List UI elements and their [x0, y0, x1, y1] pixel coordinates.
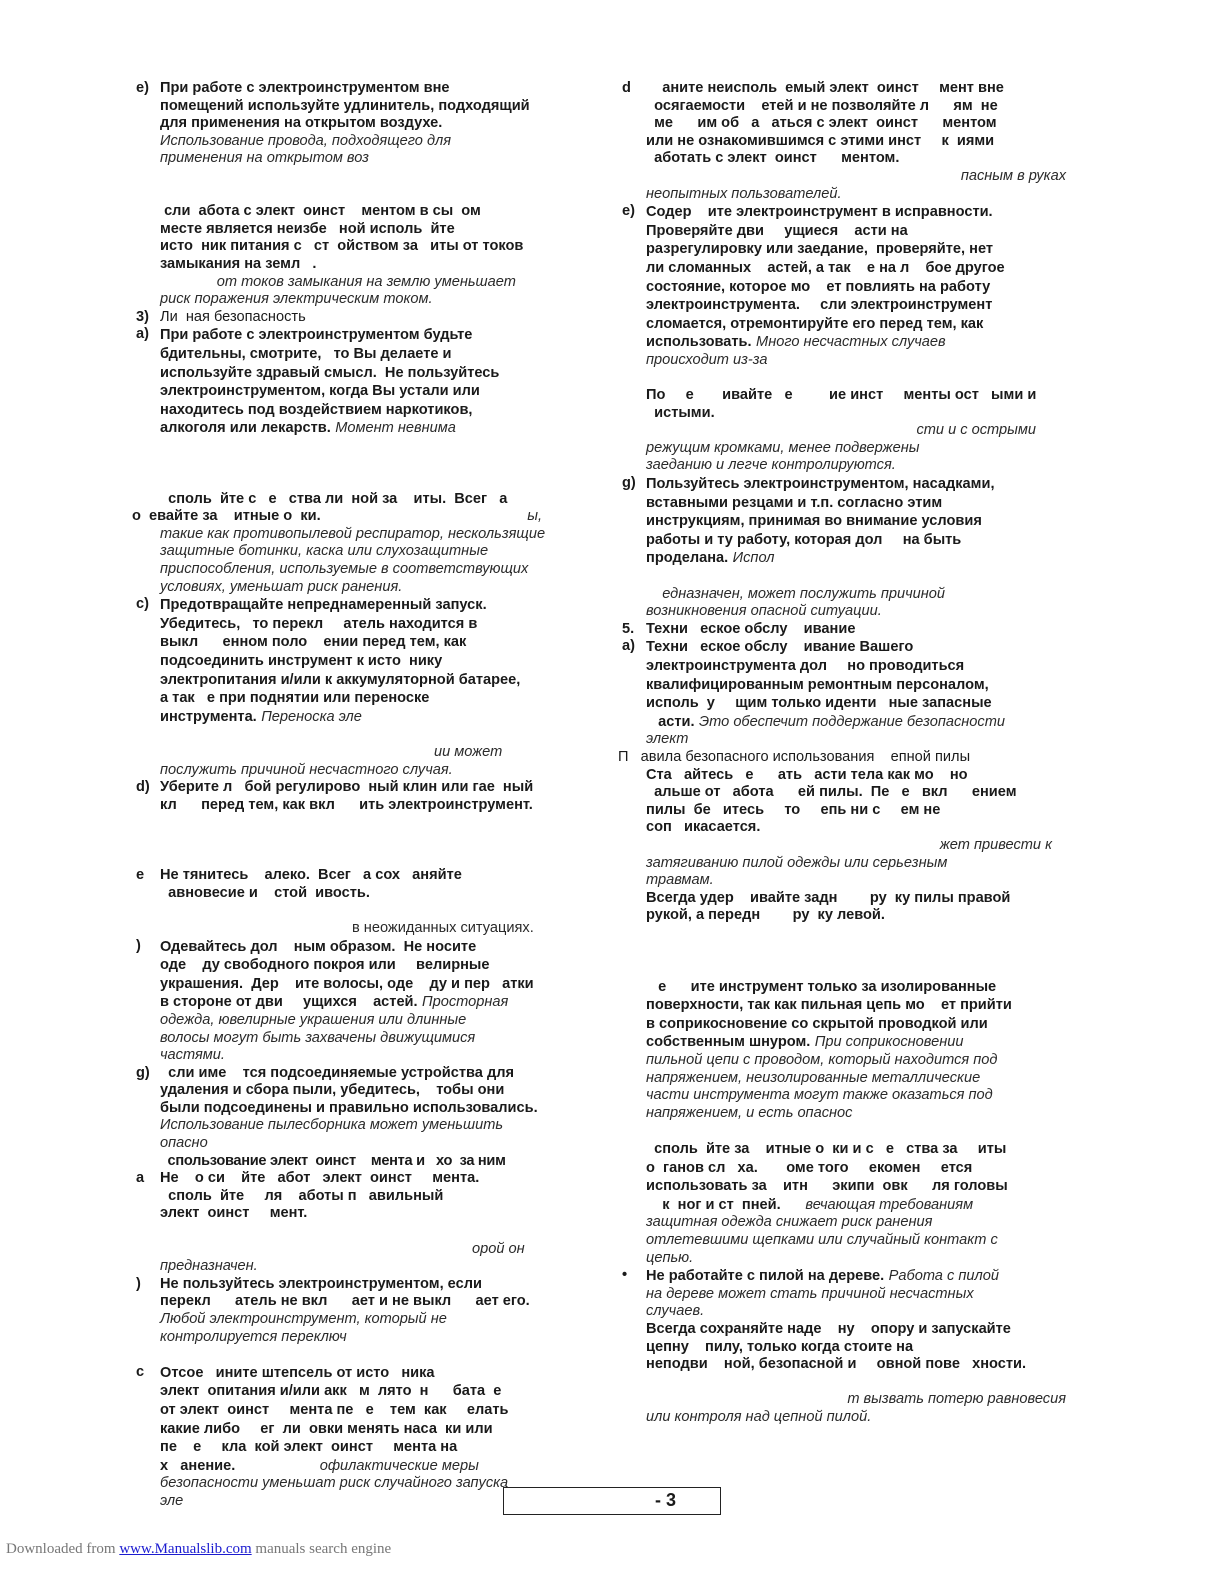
explanation-italic: на дереве может стать причиной несчастных случаев.: [646, 1285, 974, 1320]
explanation-italic: режущим кромками, менее подвержены заеданию и легче контролируются.: [646, 439, 920, 474]
section-heading: П авила безопасного использования епной пилы: [618, 748, 971, 765]
section-heading: спользование элект оинст мента и хо за ним: [160, 1152, 506, 1169]
instruction-bold: Отсое ините штепсель от исто ника элект опитания и/или акк м лято н бата е от элект оинст мента пе е тем как елать какие либо ег ли овки менять наса ки или пе е кла кой элект оинст мента на х анение.: [160, 1364, 509, 1474]
download-footer: [6, 1541, 391, 1558]
instruction-bold: Не о си йте абот элект оинст мента. споль йте ля аботы п авильный элект оинст мент.: [160, 1170, 480, 1222]
instruction-bold: Ста айтесь е ать асти тела как мо но альше от абота ей пилы. Пе е вкл ением пилы бе итесь то епь ни с ем не соп икасается.: [646, 766, 1017, 836]
item-label: c): [136, 596, 149, 613]
explanation-italic: орой он: [472, 1240, 525, 1257]
explanation-italic: затягиванию пилой одежды или серьезным травмам.: [646, 854, 948, 889]
section-3-title: [132, 309, 594, 327]
explanation-italic: Любой электроинструмент, который не контролируется переключ: [160, 1311, 447, 1345]
instruction-bold: По е ивайте е ие инст менты ост ыми и истыми.: [646, 387, 1037, 421]
item-keep-body-away: [618, 767, 1080, 890]
explanation-italic: пильной цепи с проводом, который находится под напряжением, неизолированные металлические части инструмента могут также оказаться под напряжением, и есть опаснос: [646, 1052, 998, 1121]
item-use-per-instructions: [618, 475, 1080, 621]
explanation-italic-inline: Просторная: [422, 994, 509, 1011]
chainsaw-safety-title: [618, 749, 1080, 767]
instruction-bold: Техни еское обслу ивание Вашего электроинструмента дол но проводиться квалифицированным ремонтным персоналом, исполь у щим только иденти ные запасные асти.: [646, 639, 992, 730]
item-qualified-service: [618, 638, 1080, 749]
explanation-italic-inline: вечающая требованиям: [785, 1196, 974, 1213]
instruction-bold: Не работайте с пилой на дереве.: [646, 1268, 885, 1285]
item-proper-footing: [618, 1321, 1080, 1427]
item-prevent-start: [132, 596, 594, 779]
item-protective-gear: [132, 491, 594, 597]
manualslib-link[interactable]: www.Manualslib.com: [119, 1541, 252, 1557]
item-outdoor-extension: [132, 80, 594, 168]
instruction-bold: Одевайтесь дол ным образом. Не носите оде ду свободного покроя или велирные украшения. Дер ите волосы, оде ду и пер атки в стороне от дви ущихся астей.: [160, 938, 534, 1011]
instruction-bold: сли абота с элект оинст ментом в сы ом месте является неизбе ной исполь йте исто ник питания с ст ойством за иты от токов замыкания на земл .: [160, 203, 524, 272]
item-insulated-surfaces: [618, 978, 1080, 1123]
item-dress-properly: [132, 938, 594, 1065]
item-correct-tool: [132, 1170, 594, 1276]
explanation-italic: или контроля над цепной пилой.: [646, 1408, 872, 1425]
explanation-italic: неопытных пользователей.: [646, 185, 842, 202]
explanation-italic-right: пасным в руках: [960, 167, 1066, 184]
instruction-bold: При работе с электроинструментом вне помещений используйте удлинитель, подходящий для применения на открытом воздухе.: [160, 80, 530, 132]
explanation-italic: одежда, ювелирные украшения или длинные волосы могут быть захвачены движущимися частями.: [160, 1011, 476, 1064]
instruction-bold: Не пользуйтесь электроинструментом, если перекл атель не вкл ает и не выкл ает его.: [160, 1275, 530, 1310]
section-5-title: [618, 621, 1080, 639]
instruction-bold: аните неисполь емый элект оинст мент вне осягаемости етей и не позволяйте л ям не ме им об а аться с элект оинст ментом или не ознакомившимся с этими инст к иями аботать с элект оинст ментом.: [646, 80, 1004, 167]
explanation-italic-2: ии может: [434, 743, 503, 760]
instruction-bold-line2: о евайте за итные о ки.: [132, 508, 321, 525]
footer-suffix: manuals search engine: [251, 1541, 392, 1557]
item-store-tools: [618, 80, 1080, 203]
explanation-italic: защитная одежда снижает риск ранения отлетевшими щепками или случайный контакт с цепью.: [646, 1214, 998, 1266]
item-maintain-tools: [618, 203, 1080, 369]
explanation-italic: происходит из-за: [646, 351, 768, 368]
explanation-italic: элект: [646, 731, 689, 748]
explanation-italic-right: жет привести к: [939, 836, 1052, 853]
item-label: с: [136, 1363, 145, 1380]
instruction-bold: При работе с электроинструментом будьте бдительны, смотрите, то Вы делаете и используйте здравый смысл. Не пользуйтесь электроинструментом, когда Вы устали или находитесь под воздействием наркотиков, алкоголя или лекарств.: [160, 327, 500, 437]
explanation-italic-inline: Работа с пилой: [888, 1268, 999, 1285]
explanation-italic-inline: Много несчастных случаев: [756, 334, 946, 351]
item-safety-glasses: [618, 1140, 1080, 1267]
item-damp-location: [132, 203, 594, 309]
item-label: e): [136, 80, 149, 96]
item-do-not-overreach: [132, 867, 594, 937]
left-column: [132, 80, 594, 1511]
item-faulty-switch: [132, 1276, 594, 1346]
instruction-bold: е ите инструмент только за изолированные поверхности, так как пильная цепь мо ет прийти в соприкосновение со скрытой проводкой или собственным шнуром.: [646, 978, 1012, 1051]
section-heading: Техни еское обслу ивание: [646, 620, 856, 637]
section-number: 3): [136, 308, 149, 325]
item-label: g): [622, 475, 636, 492]
right-column: [618, 80, 1080, 1427]
explanation-italic: такие как противопылевой респиратор, нескользящие защитные ботинки, каска или слухозащитные приспособления, используемые в соответствующих условиях, уменьшат риск ранения.: [160, 525, 546, 595]
explanation-italic-inline: Это обеспечит поддержание безопасности: [699, 713, 1005, 730]
instruction-bold: Содер ите электроинструмент в исправности. Проверяйте дви ущиеся асти на разрегулировку или заедание, проверяйте, нет ли сломанных астей, а так е на л бое другое состояние, которое мо ет повлиять на работу электроинструмента. сли электроинструмент сломается, отремонтируйте его перед тем, как использовать.: [646, 204, 1005, 351]
page-number: - 3: [503, 1487, 721, 1515]
item-label: d: [622, 80, 631, 96]
item-remove-key: [132, 779, 594, 814]
explanation-italic: Использование пылесборника может уменьшить опасно: [160, 1117, 504, 1152]
item-label: g): [136, 1064, 150, 1081]
explanation-italic: едназначен, может послужить причиной возникновения опасной ситуации.: [646, 585, 946, 620]
item-label: ): [136, 1275, 141, 1292]
explanation-fragment: в неожиданных ситуациях.: [352, 919, 534, 936]
explanation-italic: Переноска эле: [261, 708, 362, 725]
item-label: е: [136, 867, 145, 884]
section-4-title: [132, 1153, 594, 1171]
section-heading: Ли ная безопасность: [160, 308, 306, 325]
item-label: a): [622, 638, 635, 655]
explanation-italic: от токов замыкания на землю уменьшает риск поражения электрическим током.: [160, 273, 516, 308]
item-sharp-clean: [618, 387, 1080, 475]
item-dust-extraction: [132, 1065, 594, 1153]
footer-prefix: Downloaded from: [6, 1541, 120, 1557]
explanation-italic-3: послужить причиной несчастного случая.: [160, 761, 453, 778]
instruction-bold: Пользуйтесь электроинструментом, насадками, вставными резцами и т.п. согласно этим инструкциям, принимая во внимание условия работы и ту работу, которая дол на быть проделана.: [646, 476, 995, 567]
bullet: •: [622, 1267, 628, 1284]
instruction-bold: Уберите л бой регулирово ный клин или гае ный кл перед тем, как вкл ить электроинструмент.: [160, 779, 534, 813]
item-label: а: [136, 1170, 145, 1187]
explanation-italic-2: предназначен.: [160, 1258, 258, 1275]
item-label: e): [622, 203, 635, 220]
instruction-bold: Не тянитесь алеко. Всег а сох аняйте авновесие и стой ивость.: [160, 867, 462, 901]
instruction-bold: сли име тся подсоединяемые устройства для удаления и сбора пыли, убедитесь, тобы они были подсоединены и правильно использовались.: [160, 1064, 538, 1116]
item-no-tree-work: [618, 1267, 1080, 1321]
explanation-italic-right: сти и с острыми: [916, 422, 1036, 439]
instruction-bold-line1: споль йте с е ства ли ной за иты. Всег а: [160, 490, 508, 507]
explanation-italic-inline: Испол: [732, 550, 775, 567]
instruction-bold: Всегда сохраняйте наде ну опору и запускайте цепну пилу, только когда стоите на неподви ной, безопасной и овной пове хности.: [646, 1320, 1027, 1373]
explanation-italic-inline: офилактические меры: [319, 1457, 479, 1474]
explanation-italic: безопасности уменьшат риск случайного запуска эле: [160, 1475, 509, 1509]
item-label: a): [136, 326, 149, 343]
item-label: d): [136, 779, 150, 796]
explanation-italic-fragment: ы,: [527, 508, 542, 525]
instruction-bold: Предотвращайте непреднамеренный запуск. Убедитесь, то перекл атель находится в выкл енном поло ении перед тем, как подсоединить инструмент к исто нику электропитания и/или к аккумуляторной батарее, а так е при поднятии или переноске инструмента.: [160, 597, 521, 725]
item-stay-alert: [132, 326, 594, 438]
explanation-italic-inline: При соприкосновении: [814, 1034, 964, 1051]
explanation-italic: Момент невнима: [335, 420, 456, 437]
item-grip-handles: [618, 890, 1080, 925]
explanation-italic-right: т вызвать потерю равновесия: [847, 1391, 1066, 1408]
instruction-bold: Всегда удер ивайте задн ру ку пилы правой рукой, а передн ру ку левой.: [646, 889, 1011, 924]
item-label: ): [136, 937, 141, 954]
explanation-italic: Использование провода, подходящего для применения на открытом воз: [160, 132, 452, 167]
section-number: 5.: [622, 620, 635, 637]
instruction-bold: споль йте за итные о ки и с е ства за иты о ганов сл ха. оме того екомен ется использовать за итн экипи овк ля головы к ног и ст пней.: [646, 1141, 1008, 1213]
